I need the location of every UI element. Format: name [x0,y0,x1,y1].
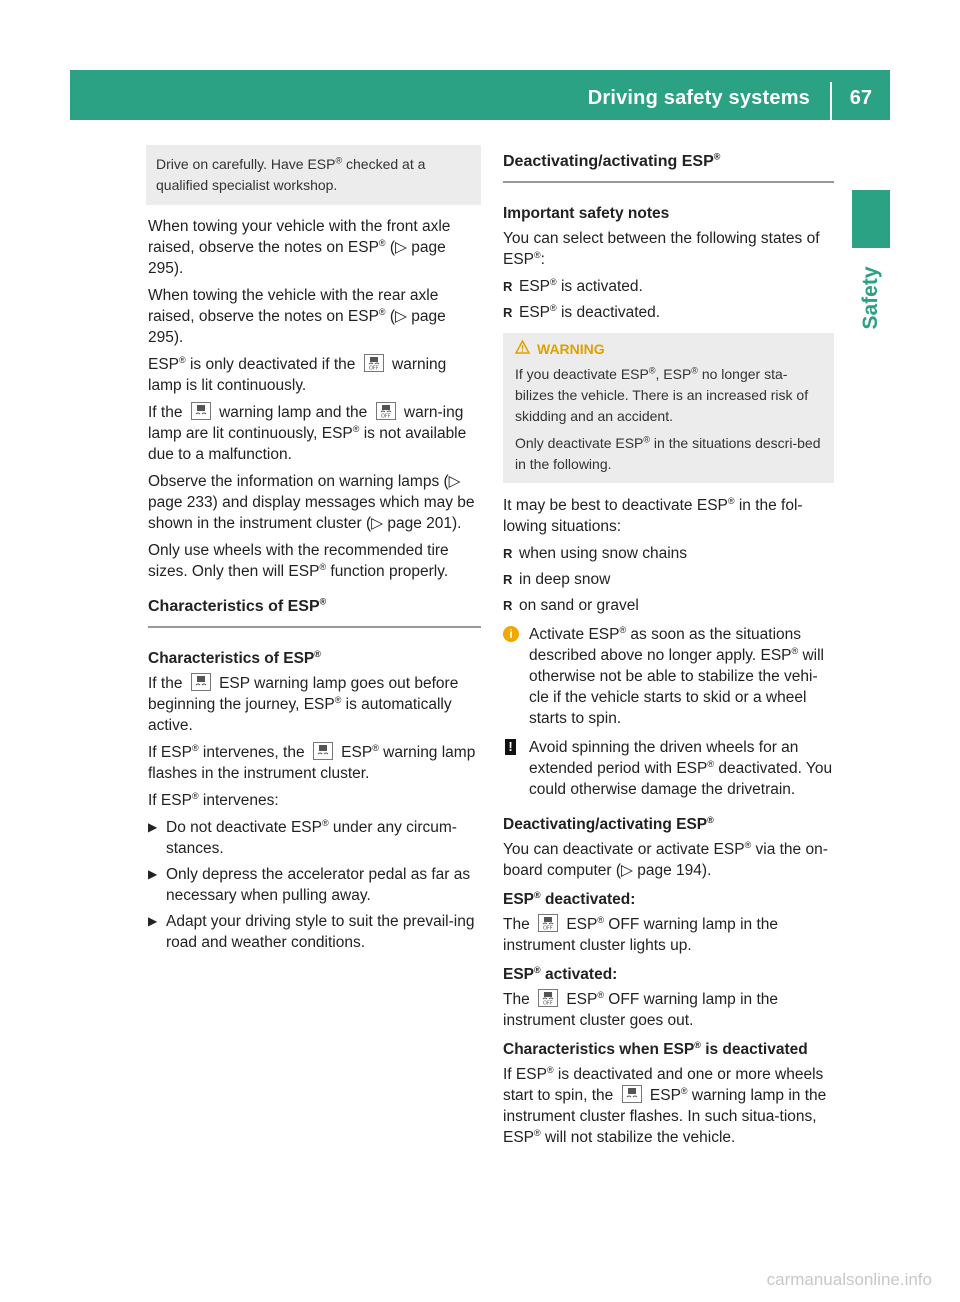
auto-active-text: If the ESP warning lamp goes out before beginning the journey, ESP® is automatically active. [148,675,459,734]
svg-text:OFF: OFF [368,365,379,370]
header-divider [830,82,832,120]
subheading-characteristics: Characteristics of ESP® [148,648,321,667]
warning-lamps-text: Observe the information on warning lamps (▷ page 233) and display messages which may be shown in the instrument cluster (▷ page 201). [148,473,475,532]
svg-text:OFF: OFF [543,925,553,930]
chapter-tab [852,190,890,248]
arrow-ref-icon: ▷ [621,862,633,879]
wheels-spin-text: If ESP® is deactivated and one or more wheels start to spin, the ESP® warning lamp in the instrument cluster flashes. In such situa-tions, ESP® will not stabilize the vehicle. [503,1064,827,1146]
step-item: ▶ Adapt your driving style to suit the prevail-ing road and weather conditions. [148,911,481,953]
watermark: carmanualsonline.info [766,1270,932,1289]
page-link[interactable]: page 295). [148,239,446,277]
section-title-deactivating: Deactivating/activating ESP® [503,151,834,183]
esp-skid-icon [622,1085,642,1103]
info-note: i Activate ESP® as soon as the situations described above no longer apply. ESP® will otherwise not be able to stabilize the vehi-cle if the vehicle starts to skid or a wheel starts to spin. [503,624,834,729]
esp-skid-icon [313,742,333,760]
subheading-esp-deactivated: ESP® deactivated: [503,889,636,908]
arrow-ref-icon: ▷ [395,308,407,325]
note-box: Drive on carefully. Have ESP® checked at a qualified specialist workshop. [146,145,481,205]
subheading-characteristics-deactivated: Characteristics when ESP® is deactivated [503,1039,808,1058]
list-item: R ESP® is activated. [503,276,834,297]
situations-intro-text: It may be best to deactivate ESP® in the fol-lowing situations: [503,495,803,535]
esp-off-icon [538,914,558,932]
header-title: Driving safety systems [587,87,810,109]
svg-text:OFF: OFF [380,413,391,418]
exclamation-icon: ! [505,739,516,755]
arrow-ref-icon: ▷ [448,473,461,490]
deactivated-text: The OFF ESP® OFF warning lamp in the instrument cluster lights up. [503,914,778,954]
page-link[interactable]: page 194). [632,862,712,879]
deactivation-text: ESP® is only deactivated if the OFF warning lamp is lit continuously. [148,354,447,394]
subheading-safety-notes: Important safety notes [503,205,670,222]
list-item: R on sand or gravel [503,595,834,616]
intervenes-flash-text: If ESP® intervenes, the ESP® warning lamp flashes in the instrument cluster. [148,742,476,782]
warning-box [503,333,834,483]
towing-front-text: When towing your vehicle with the front axle raised, observe the notes on ESP® (▷ page 295). [148,218,451,277]
esp-off-icon [364,354,384,372]
page-link[interactable]: page 295). [148,308,446,346]
arrow-ref-icon: ▷ [395,239,407,256]
subheading-deactivating: Deactivating/activating ESP® [503,814,714,833]
malfunction-text: If the warning lamp and the OFF warn-ing lamp are lit continuously, ESP® is not available due to a malfunction. [148,404,467,463]
right-column [503,145,834,1154]
list-item: R when using snow chains [503,543,834,564]
info-icon: i [503,626,519,642]
towing-rear-text: When towing the vehicle with the rear axle raised, observe the notes on ESP® (▷ page 295). [148,287,446,346]
list-item: R in deep snow [503,569,834,590]
list-item: R ESP® is deactivated. [503,302,834,323]
step-item: ▶ Only depress the accelerator pedal as far as necessary when pulling away. [148,864,481,906]
onboard-computer-text: You can deactivate or activate ESP® via the on-board computer (▷ page 194). [503,839,828,879]
warning-heading: WARNING [515,339,824,360]
intervenes-text: If ESP® intervenes: [148,790,279,809]
activated-text: The OFF ESP® OFF warning lamp in the instrument cluster goes out. [503,989,778,1029]
esp-off-icon [538,989,558,1007]
esp-skid-icon [191,673,211,691]
arrow-ref-icon: ▷ [371,515,384,532]
esp-off-icon [376,402,396,420]
svg-text:OFF: OFF [543,1000,553,1005]
chapter-label: Safety [859,266,882,330]
esp-skid-icon [191,402,211,420]
wheels-text: Only use wheels with the recommended tire sizes. Only then will ESP® function properly. [148,542,449,580]
left-column [148,145,481,958]
section-title-characteristics: Characteristics of ESP® [148,596,481,628]
subheading-esp-activated: ESP® activated: [503,964,618,983]
warning-text: If you deactivate ESP®, ESP® no longer sta-bilizes the vehicle. There is an increased risk of skidding and an accident. [515,365,809,424]
page-header [70,70,890,120]
states-intro-text: You can select between the following states of ESP®: [503,230,820,268]
step-item: ▶ Do not deactivate ESP® under any circum-stances. [148,817,481,859]
warning-triangle-icon [515,339,531,360]
page-number: 67 [849,87,872,109]
warning-text: Only deactivate ESP® in the situations descri-bed in the following. [515,434,821,472]
caution-note: ! Avoid spinning the driven wheels for an extended period with ESP® deactivated. You could otherwise damage the drivetrain. [503,737,834,800]
